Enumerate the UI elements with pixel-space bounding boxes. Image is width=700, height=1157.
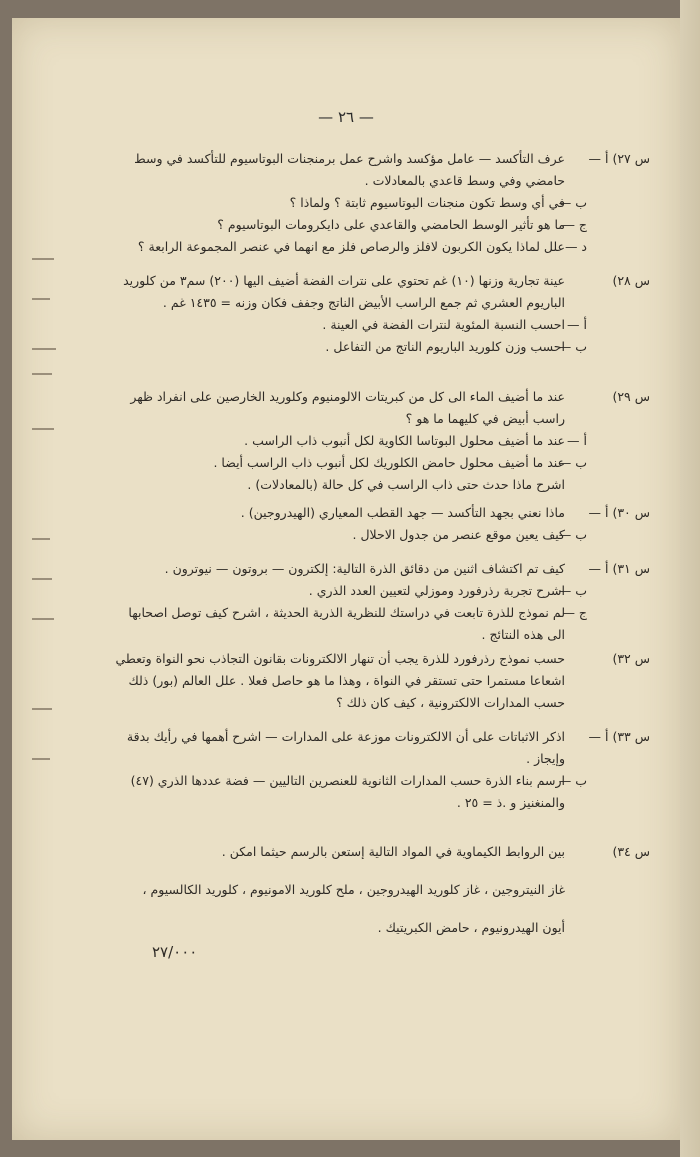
question-31-a: كيف تم اكتشاف اثنين من دقائق الذرة التالية: إلكترون — بروتون — نيوترون . (164, 561, 565, 576)
question-34-line2: غاز النيتروجين ، غاز كلوريد الهيدروجين ، ملح كلوريد الامونيوم ، كلوريد الكالسيوم ، (142, 882, 565, 897)
margin-mark (32, 538, 50, 540)
margin-mark (32, 578, 52, 580)
question-27 (115, 148, 650, 258)
question-33-b: ب — ارسم بناء الذرة حسب المدارات الثانوية للعنصرين التاليين — فضة عددها الذري (٤٧) والمنغنيز و .ذ = ٢٥ . (130, 773, 587, 810)
footer-code: ٢٧/٠٠٠ (152, 943, 198, 961)
margin-mark (32, 758, 50, 760)
question-32-number: س ٣٢) (612, 651, 650, 666)
question-27-text: عرف التأكسد — عامل مؤكسد واشرح عمل برمنجنات البوتاسيوم للتأكسد في وسط حامضي وفي وسط قاعدي بالمعادلات . (134, 151, 565, 188)
question-29-c: اشرح ماذا حدث حتى ذاب الراسب في كل حالة (بالمعادلات) . (247, 477, 565, 492)
question-27-b: ب — في أي وسط تكون منجنات البوتاسيوم ثابتة ؟ ولماذا ؟ (289, 195, 587, 210)
question-31-number: س ٣١) أ — (588, 561, 650, 576)
question-28 (100, 270, 650, 358)
question-30-number: س ٣٠) أ — (588, 505, 650, 520)
question-29-number: س ٢٩) (612, 389, 650, 404)
question-31 (115, 558, 650, 646)
margin-mark (32, 708, 52, 710)
question-28-a: أ — احسب النسبة المئوية لنترات الفضة في العينة . (322, 317, 587, 332)
question-33 (115, 726, 650, 814)
question-34-text: بين الروابط الكيماوية في المواد التالية إستعن بالرسم حيثما امكن . (221, 844, 565, 859)
margin-mark (32, 258, 54, 260)
question-34-line3: أيون الهيدرونيوم ، حامض الكبريتيك . (377, 920, 565, 935)
question-28-number: س ٢٨) (612, 273, 650, 288)
question-31-c: ج — لم نموذج للذرة تابعت في دراستك للنظرية الذرية الحديثة ، اشرح كيف توصل اصحابها الى هذه النتائج . (128, 605, 587, 642)
question-27-d: د — علل لماذا يكون الكربون لافلز والرصاص فلز مع انهما في عنصر المجموعة الرابعة ؟ (137, 239, 587, 254)
question-30-b: ب — كيف يعين موقع عنصر من جدول الاحلال . (352, 527, 587, 542)
question-32 (100, 648, 650, 714)
margin-mark (32, 618, 54, 620)
question-29-b: ب — عند ما أضيف محلول حامض الكلوريك لكل أنبوب ذاب الراسب أيضا . (213, 455, 587, 470)
question-34-number: س ٣٤) (612, 844, 650, 859)
margin-mark (32, 373, 52, 375)
question-28-b: ب — احسب وزن كلوريد الباريوم الناتج من التفاعل . (325, 339, 587, 354)
margin-mark (32, 348, 56, 350)
question-30-a: ماذا نعني بجهد التأكسد — جهد القطب المعياري (الهيدروجين) . (240, 505, 565, 520)
question-29 (100, 386, 650, 496)
question-33-number: س ٣٣) أ — (588, 729, 650, 744)
question-27-number: س ٢٧) أ — (588, 151, 650, 166)
question-28-text: عينة تجارية وزنها (١٠) غم تحتوي على نترات الفضة أضيف اليها (٢٠٠) سم٣ من كلوريد الباريوم العشري ثم جمع الراسب الأبيض الناتج وجفف فكان وزنه = ١٤٣٥ غم . (123, 273, 565, 310)
question-29-a: أ — عند ما أضيف محلول البوتاسا الكاوية لكل أنبوب ذاب الراسب . (244, 433, 587, 448)
question-31-b: ب — اشرح تجربة رذرفورد وموزلي لتعيين العدد الذري . (308, 583, 587, 598)
question-27-c: ج — ما هو تأثير الوسط الحامضي والقاعدي على دايكرومات البوتاسيوم ؟ (217, 217, 587, 232)
question-32-text: حسب نموذج رذرفورد للذرة يجب أن تنهار الالكترونات بقانون التجاذب نحو النواة وتعطي اشعاعا مستمرا حتى تستقر في النواة ، وهذا ما هو حاصل فعلا . علل العالم (بور) ذلك حسب المدارات الالكترونية ، كيف كان ذلك ؟ (115, 651, 565, 710)
document-page (12, 18, 680, 1140)
question-33-a: اذكر الاثباتات على أن الالكترونات موزعة على المدارات — اشرح أهمها في رأيك بدقة وإيجاز . (126, 729, 565, 766)
margin-mark (32, 428, 54, 430)
question-30 (115, 502, 650, 546)
page-edge (680, 0, 700, 1157)
question-34 (100, 833, 650, 947)
page-number: — ٢٦ — (318, 108, 374, 126)
margin-mark (32, 298, 50, 300)
question-29-text: عند ما أضيف الماء الى كل من كبريتات الالومنيوم وكلوريد الخارصين على انفراد ظهر راسب أبيض في كليهما ما هو ؟ (130, 389, 565, 426)
